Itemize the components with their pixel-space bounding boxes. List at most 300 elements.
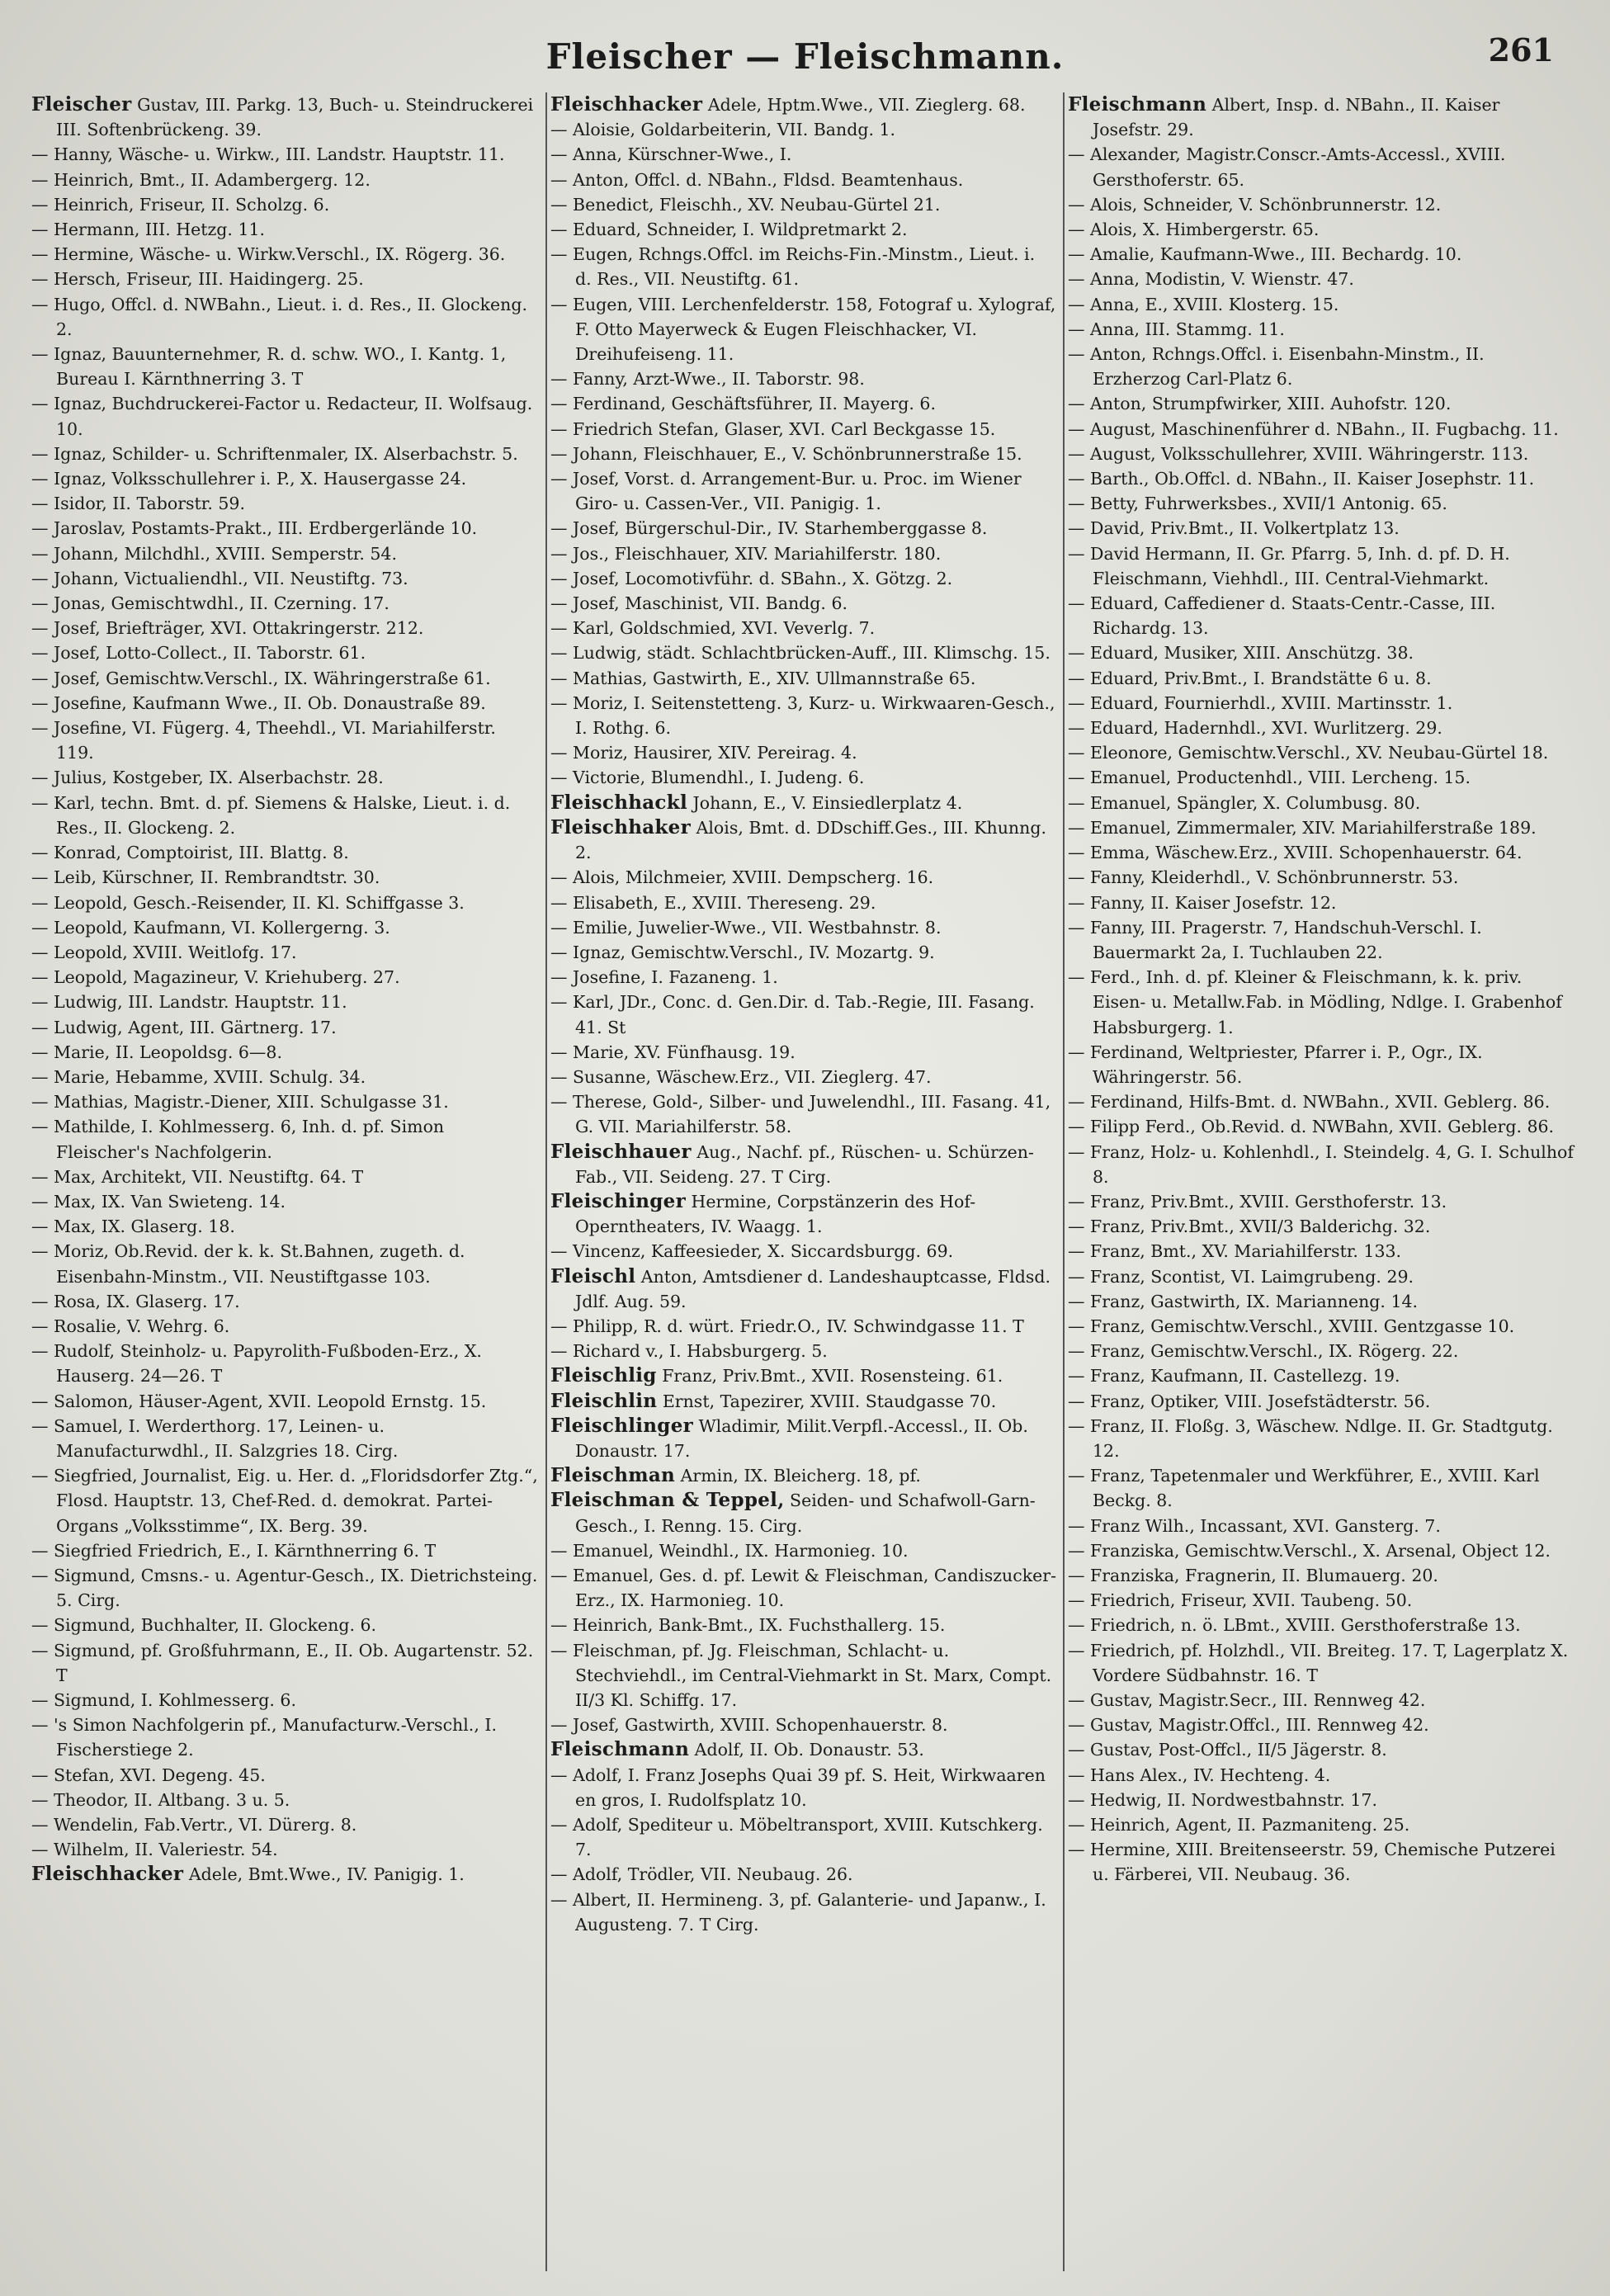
directory-entry	[1068, 466, 1574, 491]
entry-text: — Eleonore, Gemischtw.Verschl., XV. Neubau-Gürtel 18.	[1068, 743, 1549, 763]
entry-surname: Fleischlig	[550, 1364, 657, 1387]
entry-text: — Ludwig, III. Landstr. Hauptstr. 11.	[31, 992, 347, 1013]
entry-text: — Adolf, Trödler, VII. Neubaug. 26.	[550, 1864, 853, 1885]
directory-entry	[1068, 1638, 1574, 1688]
entry-text: — Eugen, Rchngs.Offcl. im Reichs-Fin.-Minstm., Lieut. i. d. Res., VII. Neustiftg. 61.	[550, 244, 1036, 290]
directory-entry	[1068, 1788, 1574, 1812]
column-right	[1063, 92, 1580, 2271]
entry-text: — Leopold, Kaufmann, VI. Kollergerng. 3.	[31, 917, 390, 938]
entry-text: — Stefan, XVI. Degeng. 45.	[31, 1765, 266, 1785]
entry-text: — Friedrich, n. ö. LBmt., XVIII. Gersthoferstraße 13.	[1068, 1615, 1521, 1636]
directory-entry	[31, 591, 539, 616]
page-number: 261	[1488, 31, 1554, 69]
entry-text: — Franziska, Gemischtw.Verschl., X. Arsenal, Object 12.	[1068, 1540, 1551, 1561]
entry-text: Adele, Hptm.Wwe., VII. Zieglerg. 68.	[707, 95, 1026, 115]
entry-text: — Ignaz, Volksschullehrer i. P., X. Hausergasse 24.	[31, 469, 467, 489]
entry-text: — Franz, Holz- u. Kohlenhdl., I. Steindelg. 4, G. I. Schulhof 8.	[1068, 1141, 1574, 1187]
entry-text: — Franz, Gastwirth, IX. Marianneng. 14.	[1068, 1291, 1419, 1311]
directory-entry	[550, 965, 1056, 990]
directory-entry	[550, 1389, 1056, 1414]
entry-text: Franz, Priv.Bmt., XVII. Rosensteing. 61.	[662, 1366, 1003, 1387]
entry-text: — Emanuel, Ges. d. pf. Lewit & Fleischman, Candiszucker-Erz., IX. Harmonieg. 10.	[550, 1565, 1057, 1611]
directory-entry	[550, 1414, 1056, 1463]
entry-text: — Max, IX. Van Swieteng. 14.	[31, 1191, 286, 1212]
directory-entry	[1068, 1763, 1574, 1788]
entry-text: — Betty, Fuhrwerksbes., XVII/1 Antonig. 65.	[1068, 494, 1447, 514]
directory-entry	[31, 566, 539, 591]
entry-text: — Julius, Kostgeber, IX. Alserbachstr. 28.	[31, 768, 384, 788]
entry-text: — Moriz, Ob.Revid. der k. k. St.Bahnen, zugeth. d. Eisenbahn-Minstm., VII. Neustiftgasse 103.	[31, 1241, 465, 1287]
directory-entry	[1068, 1812, 1574, 1837]
directory-entry	[31, 1314, 539, 1339]
directory-entry	[1068, 516, 1574, 541]
entry-text: — Barth., Ob.Offcl. d. NBahn., II. Kaiser Josephstr. 11.	[1068, 469, 1535, 489]
entry-text: — Eduard, Hadernhdl., XVI. Wurlitzerg. 29.	[1068, 718, 1442, 739]
entry-text: — Wendelin, Fab.Vertr., VI. Dürerg. 8.	[31, 1815, 357, 1835]
directory-entry	[1068, 92, 1574, 142]
directory-entry	[1068, 765, 1574, 790]
entry-text: — Eduard, Caffediener d. Staats-Centr.-Casse, III. Richardg. 13.	[1068, 593, 1496, 639]
entry-text: — Amalie, Kaufmann-Wwe., III. Bechardg. 10.	[1068, 244, 1462, 265]
entry-text: — Emanuel, Zimmermaler, XIV. Mariahilferstraße 189.	[1068, 817, 1537, 838]
entry-text: — Anton, Rchngs.Offcl. i. Eisenbahn-Minstm., II. Erzherzog Carl-Platz 6.	[1068, 344, 1485, 390]
directory-entry	[550, 915, 1056, 940]
directory-entry	[550, 516, 1056, 541]
entry-surname: Fleischhacker	[31, 1863, 184, 1886]
directory-entry	[31, 965, 539, 990]
directory-entry	[31, 765, 539, 790]
entry-text: — Josef, Locomotivführ. d. SBahn., X. Götzg. 2.	[550, 568, 953, 588]
directory-entry	[550, 815, 1056, 865]
entry-text: — Leopold, XVIII. Weitlofg. 17.	[31, 942, 297, 962]
directory-entry	[31, 915, 539, 940]
directory-entry	[550, 1189, 1056, 1239]
entry-text: — Fanny, Kleiderhdl., V. Schönbrunnerstr. 53.	[1068, 867, 1459, 888]
entry-text: — Alexander, Magistr.Conscr.-Amts-Accessl., XVIII. Gersthoferstr. 65.	[1068, 144, 1506, 190]
directory-entry	[1068, 865, 1574, 890]
directory-entry	[31, 691, 539, 716]
entry-text: — Isidor, II. Taborstr. 59.	[31, 494, 245, 514]
directory-entry	[1068, 915, 1574, 965]
directory-entry	[31, 891, 539, 915]
entry-text: — Gustav, Magistr.Secr., III. Rennweg 42.	[1068, 1690, 1426, 1710]
directory-entry	[550, 466, 1056, 516]
directory-entry	[1068, 442, 1574, 466]
entry-text: — Franz, Scontist, VI. Laimgrubeng. 29.	[1068, 1266, 1414, 1287]
column-middle	[545, 92, 1063, 2271]
entry-text: — Alois, Schneider, V. Schönbrunnerstr. 12.	[1068, 194, 1442, 215]
entry-text: — Jos., Fleischhauer, XIV. Mariahilferstr. 180.	[550, 543, 942, 564]
directory-entry	[31, 516, 539, 541]
directory-entry	[31, 466, 539, 491]
directory-entry	[1068, 891, 1574, 915]
entry-text: — Ignaz, Schilder- u. Schriftenmaler, IX. Alserbachstr. 5.	[31, 443, 518, 464]
entry-text: — Franz, Gemischtw.Verschl., XVIII. Gentzgasse 10.	[1068, 1316, 1515, 1336]
directory-entry	[1068, 391, 1574, 416]
entry-text: — Philipp, R. d. würt. Friedr.O., IV. Schwindgasse 11. T	[550, 1316, 1024, 1336]
directory-entry	[1068, 1688, 1574, 1713]
entry-text: — Ferdinand, Geschäftsführer, II. Mayerg. 6.	[550, 394, 936, 414]
directory-entry	[550, 865, 1056, 890]
entry-surname: Fleischhauer	[550, 1140, 692, 1163]
entry-text: — Eduard, Fournierhdl., XVIII. Martinsstr. 1.	[1068, 692, 1453, 713]
entry-text: — Adolf, I. Franz Josephs Quai 39 pf. S. Heit, Wirkwaaren en gros, I. Rudolfsplatz 10.	[550, 1765, 1046, 1810]
column-left	[28, 92, 545, 2271]
entry-text: — Ignaz, Bauunternehmer, R. d. schw. WO., I. Kantg. 1, Bureau I. Kärnthnerring 3. T	[31, 344, 507, 390]
entry-text: — Fanny, Arzt-Wwe., II. Taborstr. 98.	[550, 369, 865, 390]
entry-surname: Fleischlin	[550, 1389, 658, 1412]
directory-entry	[550, 1862, 1056, 1887]
directory-entry	[550, 666, 1056, 691]
entry-text: — Wilhelm, II. Valeriestr. 54.	[31, 1840, 278, 1860]
entry-text: — Rosa, IX. Glaserg. 17.	[31, 1291, 240, 1311]
directory-entry	[550, 1065, 1056, 1089]
directory-entry	[31, 940, 539, 965]
directory-entry	[1068, 267, 1574, 291]
entry-text: — Moriz, Hausirer, XIV. Pereirag. 4.	[550, 743, 857, 763]
entry-text: — Anna, Modistin, V. Wienstr. 47.	[1068, 269, 1354, 290]
directory-entry	[31, 92, 539, 142]
entry-surname: Fleischhackl	[550, 791, 688, 814]
directory-entry	[31, 292, 539, 342]
directory-entry	[550, 92, 1056, 117]
entry-text: — Gustav, Post-Offcl., II/5 Jägerstr. 8.	[1068, 1740, 1387, 1760]
directory-entry	[550, 1264, 1056, 1314]
entry-text: — Leib, Kürschner, II. Rembrandtstr. 30.	[31, 867, 380, 888]
entry-text: — Ferd., Inh. d. pf. Kleiner & Fleischmann, k. k. priv. Eisen- u. Metallw.Fab. in Mödling, Ndlge. I. Grabenhof Habsburgerg. 1.	[1068, 967, 1562, 1037]
entry-surname: Fleischl	[550, 1264, 636, 1287]
directory-entry	[31, 1862, 539, 1887]
entry-text: — Theodor, II. Altbang. 3 u. 5.	[31, 1789, 290, 1810]
directory-entry	[1068, 1414, 1574, 1463]
directory-entry	[31, 1538, 539, 1563]
directory-entry	[1068, 1588, 1574, 1613]
entry-surname: Fleischman & Teppel,	[550, 1489, 785, 1512]
entry-text: — Marie, II. Leopoldsg. 6—8.	[31, 1042, 282, 1062]
directory-entry	[31, 1189, 539, 1214]
entry-text: — Rosalie, V. Wehrg. 6.	[31, 1316, 230, 1336]
entry-text: — Marie, Hebamme, XVIII. Schulg. 34.	[31, 1066, 366, 1087]
directory-entry	[550, 1040, 1056, 1065]
directory-entry	[1068, 491, 1574, 516]
entry-text: Anton, Amtsdiener d. Landeshauptcasse, Fldsd. Jdlf. Aug. 59.	[575, 1266, 1051, 1311]
entry-text: — Victorie, Blumendhl., I. Judeng. 6.	[550, 768, 865, 788]
entry-text: — Hugo, Offcl. d. NWBahn., Lieut. i. d. Res., II. Glockeng. 2.	[31, 294, 527, 339]
directory-entry	[1068, 192, 1574, 217]
entry-text: — Karl, techn. Bmt. d. pf. Siemens & Halske, Lieut. i. d. Res., II. Glockeng. 2.	[31, 792, 511, 838]
entry-text: — Emanuel, Productenhdl., VIII. Lercheng. 15.	[1068, 768, 1471, 788]
directory-entry	[31, 192, 539, 217]
entry-text: — Franz, Tapetenmaler und Werkführer, E., XVIII. Karl Beckg. 8.	[1068, 1466, 1540, 1511]
entry-text: — Franz, Priv.Bmt., XVIII. Gersthoferstr. 13.	[1068, 1191, 1447, 1212]
entry-text: — Gustav, Magistr.Offcl., III. Rennweg 42.	[1068, 1715, 1429, 1736]
entry-text: — Sigmund, Buchhalter, II. Glockeng. 6.	[31, 1615, 377, 1636]
entry-text: — Aloisie, Goldarbeiterin, VII. Bandg. 1.	[550, 120, 896, 140]
entry-text: — Anna, E., XVIII. Klosterg. 15.	[1068, 294, 1339, 314]
entry-text: — Eduard, Schneider, I. Wildpretmarkt 2.	[550, 220, 908, 240]
entry-text: — Josef, Briefträger, XVI. Ottakringerstr. 212.	[31, 618, 424, 639]
directory-entry	[550, 640, 1056, 665]
directory-entry	[550, 1463, 1056, 1488]
entry-text: — Sigmund, Cmsns.- u. Agentur-Gesch., IX. Dietrichsteing. 5. Cirg.	[31, 1565, 538, 1611]
directory-entry	[1068, 1463, 1574, 1513]
entry-text: — Emanuel, Weindhl., IX. Harmonieg. 10.	[550, 1540, 909, 1561]
directory-entry	[31, 242, 539, 267]
directory-entry	[550, 1763, 1056, 1812]
entry-text: — Adolf, Spediteur u. Möbeltransport, XVIII. Kutschkerg. 7.	[550, 1815, 1043, 1860]
directory-entry	[550, 1887, 1056, 1937]
entry-text: — Anna, Kürschner-Wwe., I.	[550, 144, 792, 165]
entry-text: — Alois, X. Himbergerstr. 65.	[1068, 220, 1320, 240]
directory-entry	[550, 1488, 1056, 1538]
entry-text: Albert, Insp. d. NBahn., II. Kaiser Josefstr. 29.	[1093, 95, 1500, 140]
directory-entry	[550, 192, 1056, 217]
entry-text: — Johann, Victualiendhl., VII. Neustiftg. 73.	[31, 568, 408, 588]
entry-text: — Hans Alex., IV. Hechteng. 4.	[1068, 1765, 1331, 1785]
directory-entry	[1068, 1363, 1574, 1388]
entry-text: — Jaroslav, Postamts-Prakt., III. Erdbergerlände 10.	[31, 518, 478, 539]
entry-text: — David Hermann, II. Gr. Pfarrg. 5, Inh. d. pf. D. H. Fleischmann, Viehhdl., III. Central-Viehmarkt.	[1068, 543, 1510, 588]
directory-entry	[550, 217, 1056, 242]
entry-text: Seiden- und Schafwoll-Garn-Gesch., I. Renng. 15. Cirg.	[575, 1491, 1036, 1536]
entry-text: — Johann, Fleischhauer, E., V. Schönbrunnerstraße 15.	[550, 443, 1022, 464]
directory-entry	[550, 1638, 1056, 1713]
directory-entry	[31, 1463, 539, 1538]
directory-entry	[31, 342, 539, 391]
entry-surname: Fleischer	[31, 93, 132, 116]
directory-entry	[31, 1788, 539, 1812]
directory-entry	[31, 1239, 539, 1288]
entry-text: — Max, IX. Glaserg. 18.	[31, 1217, 235, 1237]
entry-text: — Eduard, Musiker, XIII. Anschützg. 38.	[1068, 643, 1414, 664]
entry-text: Aug., Nachf. pf., Rüschen- u. Schürzen-Fab., VII. Seideng. 27. T Cirg.	[575, 1141, 1034, 1187]
entry-text: — Friedrich Stefan, Glaser, XVI. Carl Beckgasse 15.	[550, 418, 996, 439]
entry-surname: Fleischlinger	[550, 1414, 694, 1437]
directory-entry	[31, 1389, 539, 1414]
directory-entry	[31, 442, 539, 466]
directory-entry	[31, 1837, 539, 1862]
directory-entry	[550, 117, 1056, 142]
directory-entry	[1068, 666, 1574, 691]
entry-text: — Franz, II. Floßg. 3, Wäschew. Ndlge. II. Gr. Stadtgutg. 12.	[1068, 1415, 1553, 1461]
entry-text: — Fanny, II. Kaiser Josefstr. 12.	[1068, 892, 1337, 913]
directory-entry	[31, 1638, 539, 1688]
directory-entry	[1068, 1264, 1574, 1289]
directory-entry	[1068, 1563, 1574, 1588]
directory-entry	[550, 616, 1056, 640]
directory-entry	[1068, 142, 1574, 191]
directory-entry	[1068, 217, 1574, 242]
directory-entry	[550, 791, 1056, 815]
directory-entry	[550, 1812, 1056, 1862]
directory-entry	[1068, 1389, 1574, 1414]
directory-entry	[1068, 1314, 1574, 1339]
entry-text: — Ignaz, Gemischtw.Verschl., IV. Mozartg. 9.	[550, 942, 935, 962]
entry-text: — Josef, Maschinist, VII. Bandg. 6.	[550, 593, 848, 614]
directory-entry	[1068, 292, 1574, 317]
entry-text: — Benedict, Fleischh., XV. Neubau-Gürtel 21.	[550, 194, 941, 215]
entry-text: — Sigmund, pf. Großfuhrmann, E., II. Ob. Augartenstr. 52. T	[31, 1640, 534, 1685]
entry-text: — Siegfried Friedrich, E., I. Kärnthnerring 6. T	[31, 1540, 437, 1561]
directory-entry	[31, 1688, 539, 1713]
entry-text: Hermine, Corpstänzerin des Hof-Operntheaters, IV. Waagg. 1.	[575, 1191, 976, 1237]
directory-entry	[550, 990, 1056, 1039]
directory-entry	[31, 1812, 539, 1837]
entry-text: — Karl, JDr., Conc. d. Gen.Dir. d. Tab.-Regie, III. Fasang. 41. St	[550, 992, 1035, 1037]
directory-entry	[31, 616, 539, 640]
entry-text: — Jonas, Gemischtwdhl., II. Czerning. 17.	[31, 593, 390, 614]
directory-entry	[550, 691, 1056, 740]
directory-entry	[1068, 1114, 1574, 1139]
directory-entry	[31, 640, 539, 665]
directory-entry	[1068, 1214, 1574, 1239]
entry-text: — Friedrich, Friseur, XVII. Taubeng. 50.	[1068, 1590, 1413, 1611]
entry-text: — Ludwig, städt. Schlachtbrücken-Auff., III. Klimschg. 15.	[550, 643, 1051, 664]
running-title: Fleischer — Fleischmann.	[545, 36, 1065, 77]
directory-entry	[1068, 1538, 1574, 1563]
entry-text: — Friedrich, pf. Holzhdl., VII. Breiteg. 17. T, Lagerplatz X. Vordere Südbahnstr. 16. T	[1068, 1640, 1569, 1685]
entry-text: — Emilie, Juwelier-Wwe., VII. Westbahnstr. 8.	[550, 917, 942, 938]
entry-text: — Josef, Vorst. d. Arrangement-Bur. u. Proc. im Wiener Giro- u. Cassen-Ver., VII. Panigig. 1.	[550, 469, 1022, 514]
directory-entry	[550, 1613, 1056, 1637]
entry-text: — Ferdinand, Weltpriester, Pfarrer i. P., Ogr., IX. Währingerstr. 56.	[1068, 1042, 1483, 1087]
directory-entry	[31, 1613, 539, 1637]
directory-entry	[550, 891, 1056, 915]
directory-entry	[1068, 791, 1574, 815]
entry-text: — Hersch, Friseur, III. Haidingerg. 25.	[31, 269, 364, 290]
directory-entry	[550, 541, 1056, 566]
entry-text: — Karl, Goldschmied, XVI. Veverlg. 7.	[550, 618, 876, 639]
directory-entry	[31, 1763, 539, 1788]
directory-entry	[1068, 591, 1574, 640]
directory-entry	[1068, 1339, 1574, 1363]
directory-entry	[31, 990, 539, 1014]
directory-entry	[31, 1339, 539, 1388]
entry-text: — Filipp Ferd., Ob.Revid. d. NWBahn, XVII. Geblerg. 86.	[1068, 1117, 1555, 1137]
directory-entry	[550, 1538, 1056, 1563]
directory-entry	[1068, 716, 1574, 740]
page-header	[0, 31, 1610, 89]
entry-surname: Fleischmann	[550, 1738, 690, 1761]
directory-columns	[28, 92, 1582, 2271]
directory-entry	[31, 1114, 539, 1164]
entry-text: — Hermine, Wäsche- u. Wirkw.Verschl., IX. Rögerg. 36.	[31, 244, 506, 265]
entry-text: — Hanny, Wäsche- u. Wirkw., III. Landstr. Hauptstr. 11.	[31, 144, 505, 165]
entry-text: — Heinrich, Bmt., II. Adambergerg. 12.	[31, 169, 371, 190]
entry-surname: Fleischhacker	[550, 93, 703, 116]
entry-surname: Fleischmann	[1068, 93, 1207, 116]
directory-entry	[550, 366, 1056, 391]
directory-entry	[550, 940, 1056, 965]
entry-text: — Heinrich, Bank-Bmt., IX. Fuchsthallerg. 15.	[550, 1615, 946, 1636]
entry-text: — Josef, Lotto-Collect., II. Taborstr. 61.	[31, 643, 366, 664]
directory-entry	[1068, 342, 1574, 391]
entry-text: — Ignaz, Buchdruckerei-Factor u. Redacteur, II. Wolfsaug. 10.	[31, 394, 533, 439]
directory-entry	[1068, 1514, 1574, 1538]
directory-entry	[31, 142, 539, 167]
directory-entry	[550, 591, 1056, 616]
entry-text: Adele, Bmt.Wwe., IV. Panigig. 1.	[188, 1864, 465, 1885]
entry-text: — Leopold, Gesch.-Reisender, II. Kl. Schiffgasse 3.	[31, 892, 465, 913]
directory-entry	[31, 1015, 539, 1040]
directory-entry	[31, 491, 539, 516]
directory-entry	[550, 765, 1056, 790]
entry-text: — Eugen, VIII. Lerchenfelderstr. 158, Fotograf u. Xylograf, F. Otto Mayerweck & Eugen Fleischhacker, VI. Dreihufeiseng. 11.	[550, 294, 1056, 365]
directory-entry	[550, 566, 1056, 591]
directory-entry	[31, 217, 539, 242]
entry-text: — Franz, Gemischtw.Verschl., IX. Rögerg. 22.	[1068, 1341, 1459, 1362]
directory-entry	[550, 142, 1056, 167]
entry-text: — Josefine, Kaufmann Wwe., II. Ob. Donaustraße 89.	[31, 692, 486, 713]
entry-text: — Emanuel, Spängler, X. Columbusg. 80.	[1068, 792, 1421, 813]
entry-text: — Josef, Bürgerschul-Dir., IV. Starhemberggasse 8.	[550, 518, 988, 539]
directory-entry	[1068, 815, 1574, 840]
entry-text: — Josefine, I. Fazaneng. 1.	[550, 967, 778, 988]
entry-text: — Josef, Gastwirth, XVIII. Schopenhauerstr. 8.	[550, 1715, 948, 1736]
entry-text: Gustav, III. Parkg. 13, Buch- u. Steindruckerei III. Softenbrückeng. 39.	[56, 95, 534, 140]
directory-entry	[550, 1239, 1056, 1264]
entry-text: — Leopold, Magazineur, V. Kriehuberg. 27.	[31, 967, 400, 988]
entry-text: Ernst, Tapezirer, XVIII. Staudgasse 70.	[662, 1391, 997, 1411]
entry-text: Wladimir, Milit.Verpfl.-Accessl., II. Ob. Donaustr. 17.	[575, 1415, 1028, 1461]
directory-entry	[31, 1414, 539, 1463]
directory-entry	[550, 391, 1056, 416]
directory-entry	[1068, 1713, 1574, 1737]
entry-text: — Fleischman, pf. Jg. Fleischman, Schlacht- u. Stechviehdl., im Central-Viehmarkt in St. Marx, Compt. II/3 Kl. Schiffg. 17.	[550, 1640, 1052, 1710]
entry-text: — Samuel, I. Werderthorg. 17, Leinen- u. Manufacturwdhl., II. Salzgries 18. Cirg.	[31, 1415, 399, 1461]
directory-entry	[1068, 1837, 1574, 1887]
entry-text: — 's Simon Nachfolgerin pf., Manufacturw.-Verschl., I. Fischerstiege 2.	[31, 1715, 497, 1760]
directory-entry	[1068, 1289, 1574, 1314]
entry-text: — Mathias, Magistr.-Diener, XIII. Schulgasse 31.	[31, 1092, 449, 1113]
directory-entry	[31, 1563, 539, 1613]
entry-text: — Max, Architekt, VII. Neustiftg. 64. T	[31, 1166, 364, 1187]
entry-text: — David, Priv.Bmt., II. Volkertplatz 13.	[1068, 518, 1400, 539]
directory-entry	[1068, 242, 1574, 267]
entry-text: — Johann, Milchdhl., XVIII. Semperstr. 54.	[31, 543, 397, 564]
directory-entry	[31, 716, 539, 765]
directory-entry	[31, 1713, 539, 1762]
directory-entry	[31, 391, 539, 441]
directory-entry	[550, 1363, 1056, 1388]
entry-text: — Marie, XV. Fünfhausg. 19.	[550, 1042, 796, 1062]
entry-text: Johann, E., V. Einsiedlerplatz 4.	[692, 792, 963, 813]
entry-text: — Anton, Strumpfwirker, XIII. Auhofstr. 120.	[1068, 394, 1452, 414]
directory-entry	[1068, 1040, 1574, 1089]
directory-entry	[1068, 965, 1574, 1040]
directory-entry	[1068, 1737, 1574, 1762]
entry-text: — Salomon, Häuser-Agent, XVII. Leopold Ernstg. 15.	[31, 1391, 487, 1411]
entry-text: — Franz, Kaufmann, II. Castellezg. 19.	[1068, 1366, 1400, 1387]
entry-text: — Eduard, Priv.Bmt., I. Brandstätte 6 u. 8.	[1068, 668, 1432, 688]
directory-entry	[1068, 1089, 1574, 1114]
directory-entry	[550, 442, 1056, 466]
entry-text: — Alois, Milchmeier, XVIII. Dempscherg. 16.	[550, 867, 934, 888]
entry-text: — Hermann, III. Hetzg. 11.	[31, 220, 266, 240]
entry-text: — Emma, Wäschew.Erz., XVIII. Schopenhauerstr. 64.	[1068, 843, 1523, 863]
entry-text: Adolf, II. Ob. Donaustr. 53.	[694, 1740, 924, 1760]
directory-entry	[550, 740, 1056, 765]
entry-text: — Heinrich, Agent, II. Pazmaniteng. 25.	[1068, 1815, 1410, 1835]
directory-entry	[31, 1065, 539, 1089]
entry-text: — Mathilde, I. Kohlmesserg. 6, Inh. d. pf. Simon Fleischer's Nachfolgerin.	[31, 1117, 445, 1162]
entry-surname: Fleischhaker	[550, 815, 692, 839]
entry-text: Alois, Bmt. d. DDschiff.Ges., III. Khunng. 2.	[575, 817, 1046, 863]
entry-text: — Franz, Optiker, VIII. Josefstädterstr. 56.	[1068, 1391, 1431, 1411]
directory-entry	[1068, 417, 1574, 442]
entry-text: — Konrad, Comptoirist, III. Blattg. 8.	[31, 843, 349, 863]
directory-entry	[1068, 541, 1574, 591]
